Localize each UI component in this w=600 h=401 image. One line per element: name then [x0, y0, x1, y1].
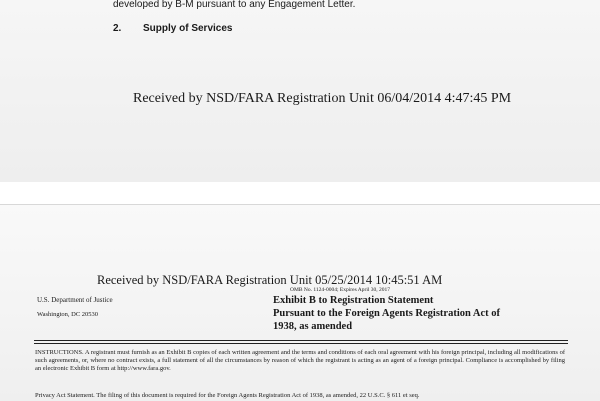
document-page-top	[0, 0, 600, 182]
department-name: U.S. Department of Justice	[37, 296, 113, 304]
privacy-act-statement: Privacy Act Statement. The filing of this document is required for the Foreign Agents Registration Act of 1938, as amended, 22 U.S.C. § 611 et seq.	[35, 392, 420, 399]
form-title-line: 1938, as amended	[273, 321, 353, 332]
instructions-paragraph: INSTRUCTIONS. A registrant must furnish as an Exhibit B copies of each written agreement and the terms and conditions of each oral agreement with his foreign principal, including all modifications of such agreements, or, where no contract exists, a full statement of all the circumstances by reason of which the registrant is acting as an agent of a foreign principal. Compliance is accomplished by filing an electronic Exhibit B form at http://www.fara.gov.	[35, 349, 565, 372]
department-address: Washington, DC 20530	[37, 311, 99, 318]
section-title: Supply of Services	[143, 23, 233, 34]
double-rule-divider	[34, 340, 568, 344]
document-page-bottom	[0, 204, 600, 401]
omb-number: OMB No. 1124-0004; Expires April 30, 2017	[290, 287, 391, 293]
form-title-line: Exhibit B to Registration Statement	[273, 295, 434, 306]
body-text-line: developed by B-M pursuant to any Engagement Letter.	[113, 0, 356, 10]
received-stamp: Received by NSD/FARA Registration Unit 06/04/2014 4:47:45 PM	[133, 91, 512, 106]
received-stamp: Received by NSD/FARA Registration Unit 05/25/2014 10:45:51 AM	[97, 273, 443, 287]
section-number: 2.	[113, 23, 122, 34]
form-title-line: Pursuant to the Foreign Agents Registration Act of	[273, 308, 500, 319]
page-gap	[0, 182, 600, 204]
